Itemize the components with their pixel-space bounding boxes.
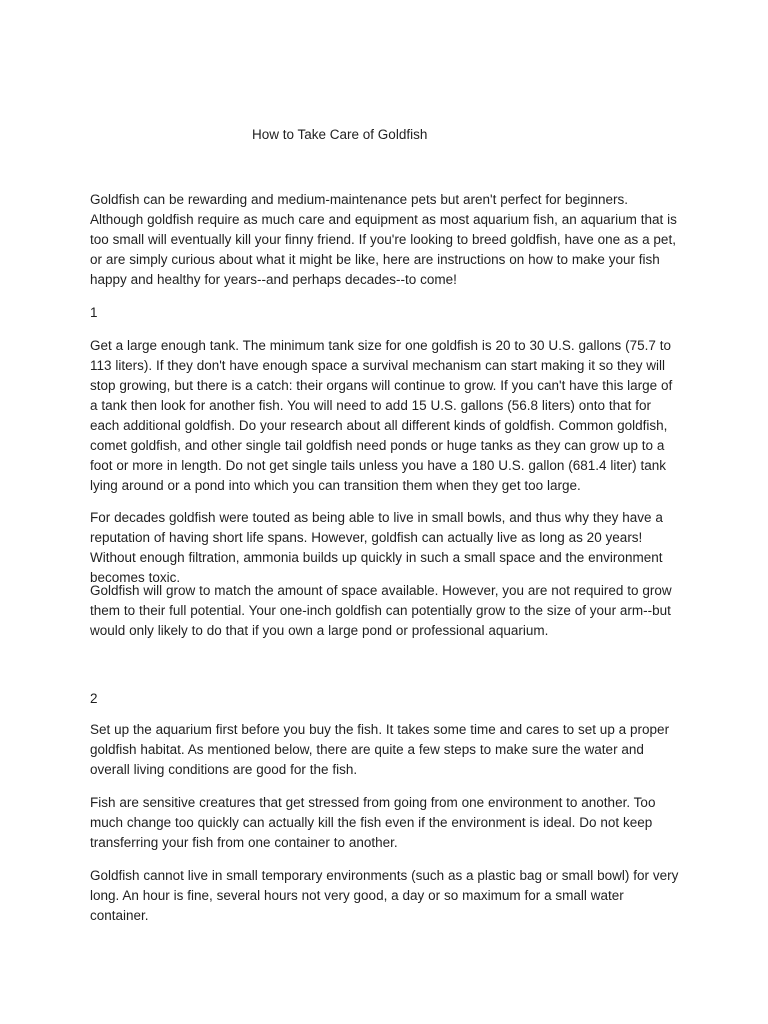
step-number-2: 2 — [90, 691, 98, 706]
step-2-paragraph-1: Set up the aquarium first before you buy the fish. It takes some time and cares to set up a proper goldfish habitat. As mentioned below, there are quite a few steps to make sure the water and overall living conditions are good for the fish. — [90, 722, 670, 777]
document-title: How to Take Care of Goldfish — [252, 127, 428, 142]
step-1-paragraph-2: For decades goldfish were touted as being able to live in small bowls, and thus why they have a reputation of having short life spans. However, goldfish can actually live as long as 20 years! Without enough filtration, ammonia builds up quickly in such a small space and the environment becomes toxic. — [90, 510, 663, 585]
step-number-1: 1 — [90, 305, 98, 320]
step-2-paragraph-2: Fish are sensitive creatures that get stressed from going from one environment to another. Too much change too quickly can actually kill the fish even if the environment is ideal. Do not keep transferring your fish from one container to another. — [90, 795, 656, 850]
step-1-paragraph-3: Goldfish will grow to match the amount of space available. However, you are not required to grow them to their full potential. Your one-inch goldfish can potentially grow to the size of your arm--but would only likely to do that if you own a large pond or professional aquarium. — [90, 583, 672, 638]
intro-paragraph: Goldfish can be rewarding and medium-maintenance pets but aren't perfect for beginners. Although goldfish require as much care and equipment as most aquarium fish, an aquarium that is too small will eventually kill your finny friend. If you're looking to breed goldfish, have one as a pet, or are simply curious about what it might be like, here are instructions on how to make your fish happy and healthy for years--and perhaps decades--to come! — [90, 192, 677, 287]
step-2-paragraph-3: Goldfish cannot live in small temporary environments (such as a plastic bag or small bowl) for very long. An hour is fine, several hours not very good, a day or so maximum for a small water container. — [90, 868, 679, 923]
step-1-paragraph-1: Get a large enough tank. The minimum tank size for one goldfish is 20 to 30 U.S. gallons (75.7 to 113 liters). If they don't have enough space a survival mechanism can start making it so they will stop growing, but there is a catch: their organs will continue to grow. If you can't have this large of a tank then look for another fish. You will need to add 15 U.S. gallons (56.8 liters) onto that for each additional goldfish. Do your research about all different kinds of goldfish. Common goldfish, comet goldfish, and other single tail goldfish need ponds or huge tanks as they can grow up to a foot or more in length. Do not get single tails unless you have a 180 U.S. gallon (681.4 liter) tank lying around or a pond into which you can transition them when they get too large. — [90, 338, 673, 493]
